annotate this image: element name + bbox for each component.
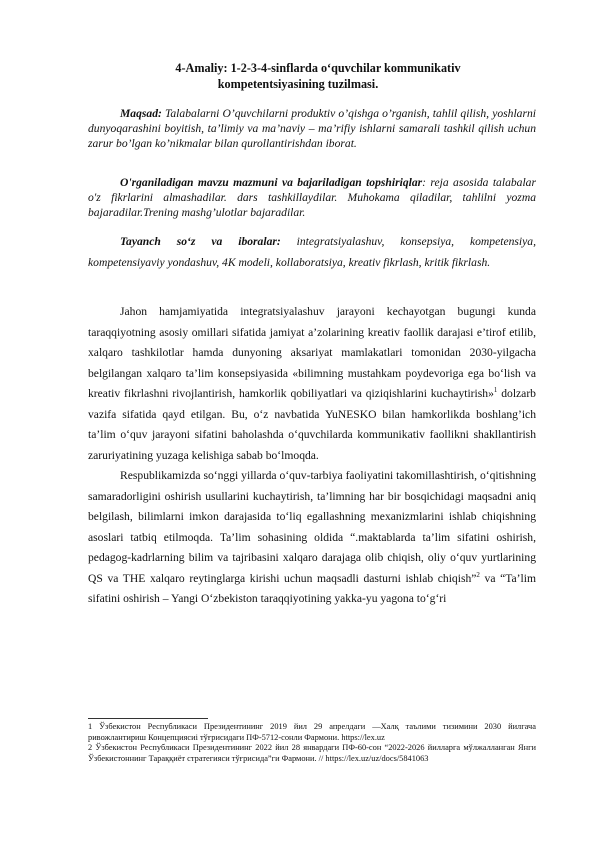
aim-paragraph xyxy=(88,106,536,152)
paragraph-2-text-cont: va “Ta’lim sifatini oshirish – Yangi O‘zbekiston taraqqiyotining yakka-yu yagona to‘g‘ri xyxy=(88,571,536,605)
title-line-2: kompetentsiyasining tuzilmasi. xyxy=(217,76,379,91)
aim-text: Talabalarni O’quvchilarni produktiv o’qishga o’rganish, tahlil qilish, yoshlarni dunyoqarashini boyitish, ta’limiy va ma’naviy – ma’rifiy ishlarni samarali tashkil qilish uchun zarur bo’lgan ko’nikmalar bilan qurollantirishdan iborat. xyxy=(88,107,536,151)
footnote-2: 2 Ўзбекистон Республикаси Президентининг 2022 йил 28 январдаги ПФ-60-сон “2022-2026 йилларга мўлжалланган Янги Ўзбекистоннинг Тараққиёт стратегияси тўғрисида”ги Фармони. // https://lex.uz/uz/docs/5841063 xyxy=(88,743,536,763)
tasks-paragraph xyxy=(88,175,536,221)
aim-label: Maqsad: xyxy=(120,107,162,120)
footnote-1: 1 Ўзбекистон Республикаси Президентининг 2019 йил 29 апрелдаги ―Халқ таълими тизимини 2030 йилгача ривожлантириш Концепциясиі тўғрисидаги ПФ-5712-сонли Фармони. https://lex.uz xyxy=(88,722,536,742)
paragraph-2 xyxy=(88,466,536,610)
tasks-label: O'rganiladigan mavzu mazmuni va bajariladigan topshiriqlar xyxy=(120,176,423,189)
footnotes xyxy=(88,722,536,764)
paragraph-1-text: Jahon hamjamiyatida integratsiyalashuv jarayoni kechayotgan bugungi kunda taraqqiyotning asosiy omillari sifatida jamiyat a’zolarining kreativ faollik darajasi e’tirof etilib, xalqaro tashkilotlar hamda dunyoning aksariyat mamlakatlari tomonidan 2030-yilgacha belgilangan xalqaro ta’lim konsepsiyasida «bilimning mustahkam poydevoriga ega bo‘lish va kreativ fikrlashni rivojlantirish, hamkorlik qobiliyatlari va qiziqishlarini kuchaytirish» xyxy=(88,305,536,400)
footnote-ref-1: 1 xyxy=(493,386,498,394)
keywords-label: Tayanch so‘z va iboralar: xyxy=(120,235,281,248)
tasks-text: : reja asosida talabalar o'z fikrlarini almashadilar. dars tashkillaydilar. Muhokama qiladilar, tahlilni yozma bajaradilar.Trening mashg’ulotlar bajaradilar. xyxy=(88,176,536,220)
paragraph-1-text-cont: dolzarb vazifa sifatida qayd etilgan. Bu, o‘z navbatida YuNESKO bilan hamkorlikda boshlang’ich ta’lim o‘quv jarayoni sifatini baholashda o‘quvchilarda kommunikativ faollikni shakllantirish zaruriyatining yuzaga kelishiga sabab bo‘lmoqda. xyxy=(88,387,536,462)
keywords-text: integratsiyalashuv, konsepsiya, kompetensiya, kompetensiyaviy yondashuv, 4K modeli, kollaboratsiya, kreativ fikrlash, kritik fikrlash. xyxy=(88,235,536,269)
keywords-paragraph xyxy=(88,232,536,273)
paragraph-2-text: Respublikamizda so‘nggi yillarda o‘quv-tarbiya faoliyatini takomillashtirish, o‘qitishning samaradorligini oshirish usullarini kuchaytirish, ta’limning har bir bosqichidagi maqsadni aniq belgilash, bilimlarni imkon darajasida to‘liq egallashning mexanizmlarini ishlab chiqishning asoslari tatbiq etilmoqda. Ta’lim sohasining oldida “.maktablarda ta’lim sifatini oshirish, pedagog-kadrlarning bilim va tajribasini xalqaro darajaga olib chiqish, oliy o‘quv yurtlarining QS va THE xalqaro reytinglarga kirishi uchun maqsadli dasturni ishlab chiqish” xyxy=(88,469,536,585)
page-title xyxy=(60,61,536,92)
body-paragraphs xyxy=(88,302,536,610)
paragraph-1 xyxy=(88,302,536,466)
title-line-1: 4-Amaliy: 1-2-3-4-sinflarda o‘quvchilar kommunikativ xyxy=(175,61,461,75)
footnote-divider xyxy=(88,718,208,719)
footnote-ref-2: 2 xyxy=(476,570,480,579)
